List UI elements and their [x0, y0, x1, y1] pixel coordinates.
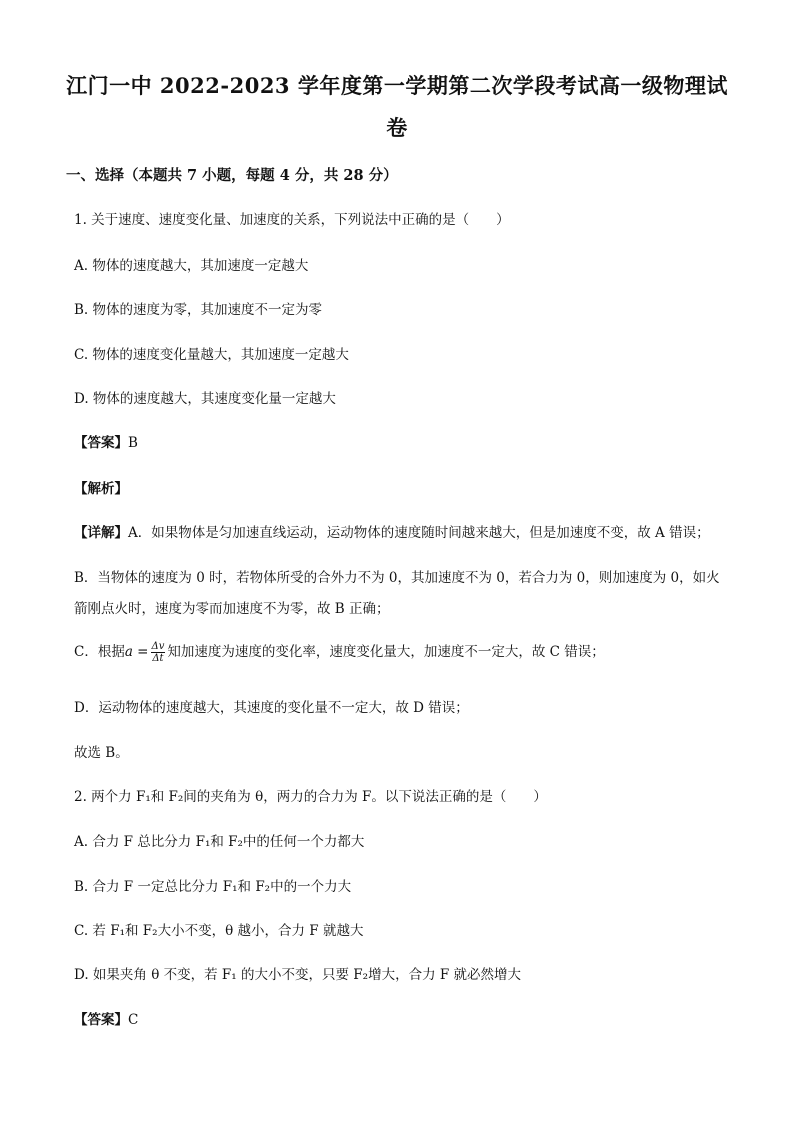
detail-line-a [74, 521, 710, 541]
document-title-line-2: 卷 [386, 115, 408, 140]
question-2-answer [74, 1008, 138, 1028]
document-title-line-1: 江门一中 2022-2023 学年度第一学期第二次学段考试高一级物理试 [66, 73, 728, 98]
question-2-option-c: C. 若 F₁和 F₂大小不变，θ 越小，合力 F 就越大 [74, 923, 364, 939]
question-2-option-a: A. 合力 F 总比分力 F₁和 F₂中的任何一个力都大 [74, 834, 365, 850]
detail-text-a: A．如果物体是匀加速直线运动，运动物体的速度随时间越来越大，但是加速度不变，故 A 错误； [128, 525, 710, 541]
answer-value-2: C [128, 1012, 139, 1028]
formula-numerator: Δv [151, 641, 165, 652]
acceleration-formula [124, 641, 168, 664]
question-1-option-a: A. 物体的速度越大，其加速度一定越大 [74, 258, 309, 274]
detail-line-c [74, 640, 605, 664]
detail-line-b2: 箭刚点火时，速度为零而加速度不为零，故 B 正确； [74, 601, 390, 617]
question-1-answer [74, 431, 138, 451]
question-2-stem: 2. 两个力 F₁和 F₂间的夹角为 θ，两力的合力为 F。以下说法正确的是（ ） [74, 789, 547, 805]
question-1-stem: 1. 关于速度、速度变化量、加速度的关系，下列说法中正确的是（ ） [74, 212, 510, 228]
question-1-option-d: D. 物体的速度越大，其速度变化量一定越大 [74, 391, 336, 407]
question-2-option-d: D. 如果夹角 θ 不变，若 F₁ 的大小不变，只要 F₂增大，合力 F 就必然增大 [74, 967, 522, 983]
detail-line-b1: B．当物体的速度为 0 时，若物体所受的合外力不为 0，其加速度不为 0，若合力为 0，则加速度为 0，如火 [74, 570, 720, 586]
formula-fraction [151, 641, 166, 664]
detail-text-c-prefix: C．根据 [74, 644, 125, 660]
detail-conclusion: 故选 B。 [74, 745, 129, 761]
formula-denominator: Δt [152, 653, 164, 664]
answer-label-2: 【答案】 [74, 1012, 128, 1028]
detail-text-c-suffix: 知加速度为速度的变化率，速度变化量大，加速度不一定大，故 C 错误； [167, 644, 605, 660]
answer-value: B [128, 435, 138, 451]
analysis-label: 【解析】 [74, 481, 128, 497]
answer-label: 【答案】 [74, 435, 128, 451]
question-1-option-b: B. 物体的速度为零，其加速度不一定为零 [74, 302, 323, 318]
detail-label: 【详解】 [74, 525, 128, 541]
question-1-option-c: C. 物体的速度变化量越大，其加速度一定越大 [74, 347, 349, 363]
question-2-option-b: B. 合力 F 一定总比分力 F₁和 F₂中的一个力大 [74, 879, 352, 895]
formula-lhs: a = [124, 644, 149, 660]
section-heading: 一、选择（本题共 7 小题，每题 4 分，共 28 分） [66, 167, 398, 184]
detail-line-d: D．运动物体的速度越大，其速度的变化量不一定大，故 D 错误； [74, 700, 469, 716]
